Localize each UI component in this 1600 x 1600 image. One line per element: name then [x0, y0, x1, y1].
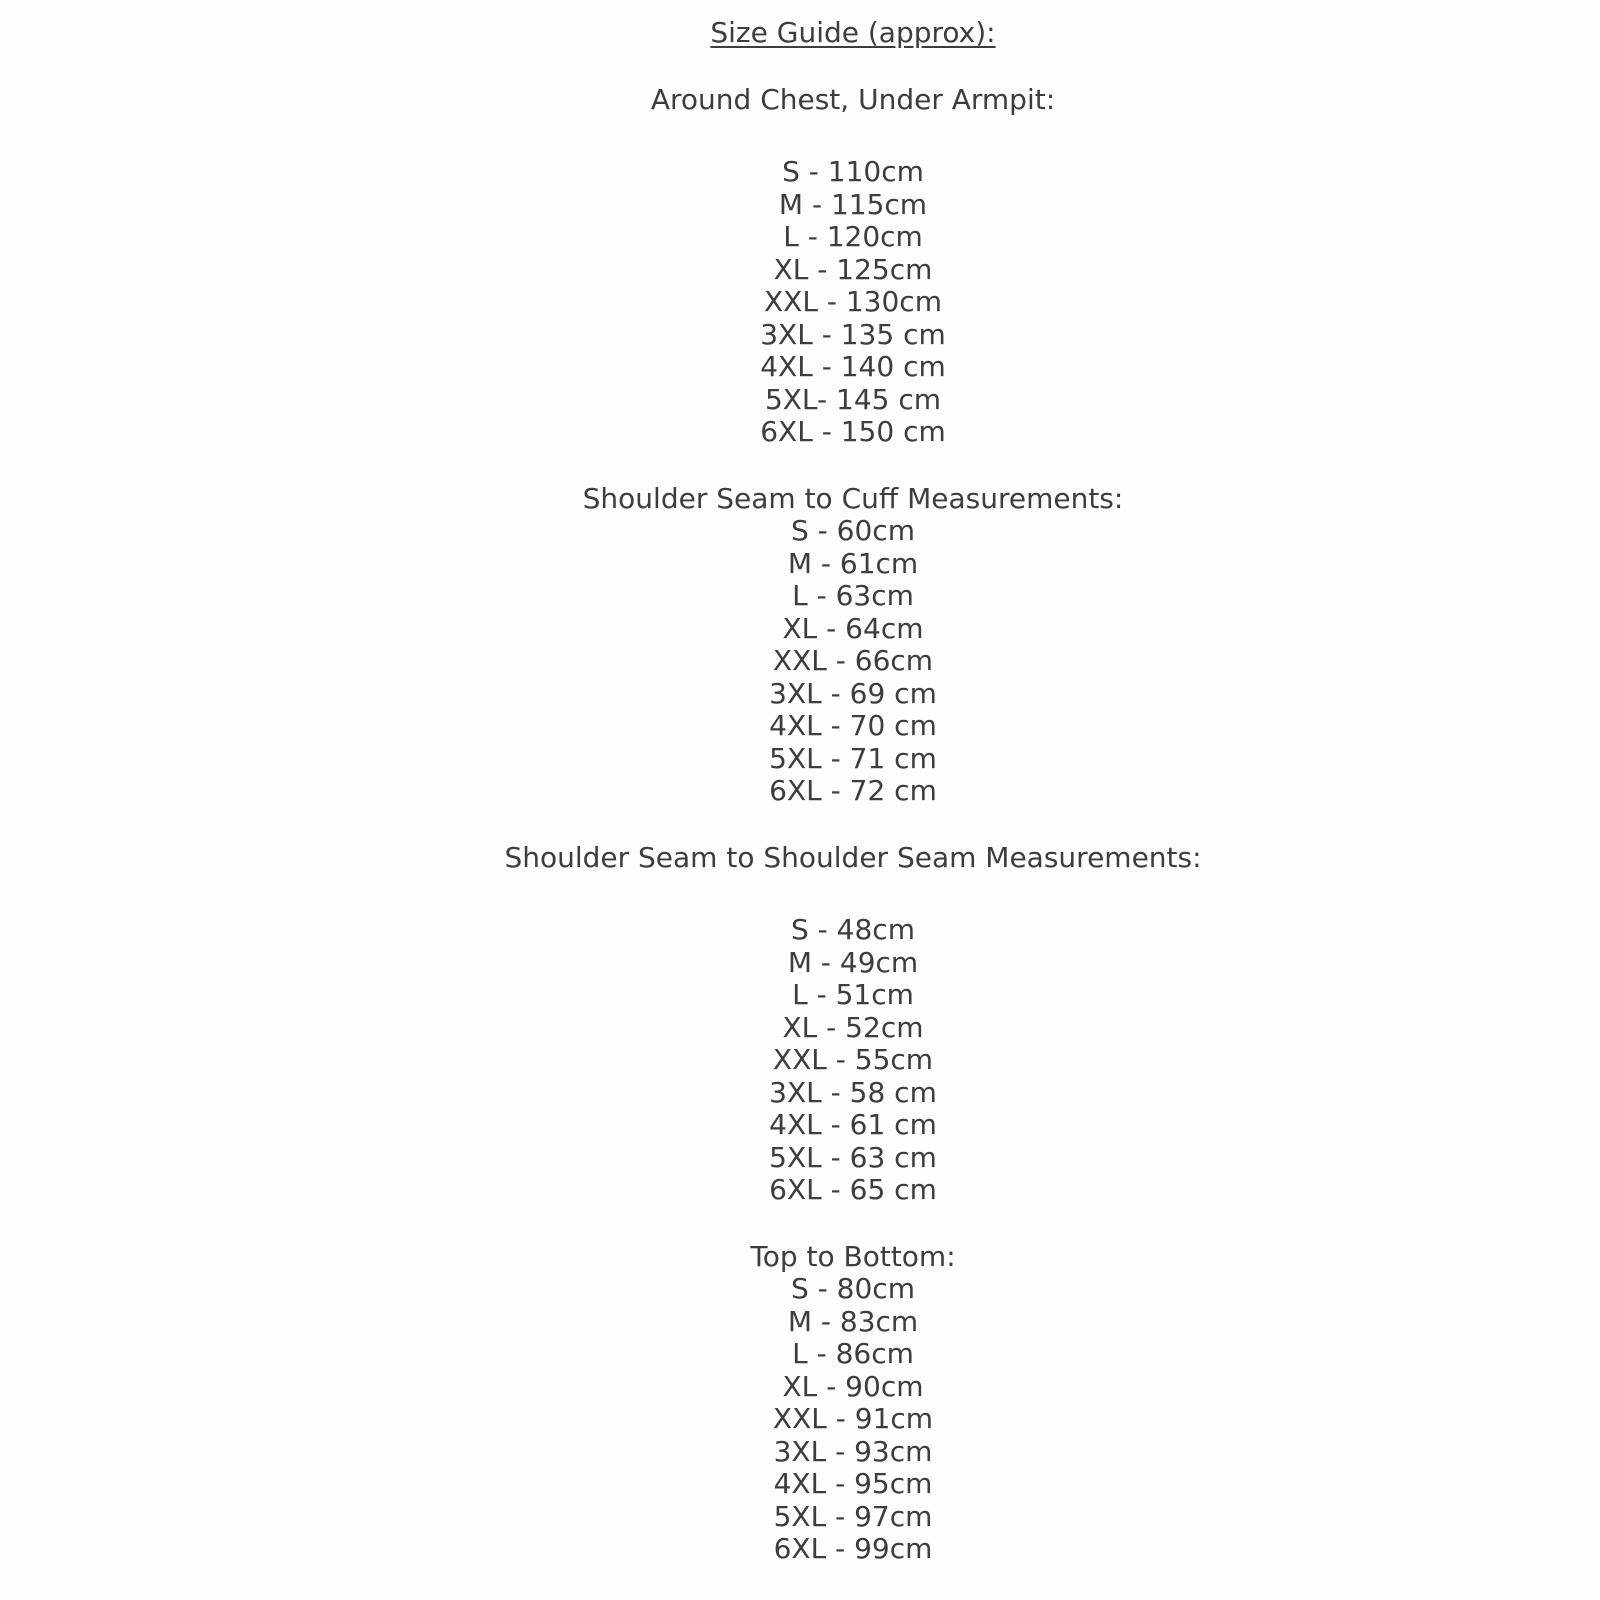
size-line: M - 61cm [787, 546, 919, 580]
size-list [106, 156, 1600, 449]
size-list [106, 515, 1600, 808]
size-line: 6XL - 72 cm [769, 774, 937, 807]
size-line: 6XL - 99cm [773, 1532, 933, 1565]
size-line: 5XL - 63 cm [769, 1140, 937, 1174]
size-sections-container [106, 84, 1600, 1566]
size-line: XL - 52cm [782, 1010, 924, 1044]
size-line: L - 51cm [792, 978, 914, 1011]
size-line: XXL - 91cm [772, 1402, 934, 1435]
size-line: 4XL - 61 cm [769, 1108, 937, 1141]
size-line: S - 48cm [791, 913, 915, 946]
size-line: L - 63cm [792, 579, 914, 612]
size-line: 3XL - 93cm [773, 1434, 933, 1468]
size-line: XXL - 130cm [764, 285, 942, 318]
size-line: M - 83cm [787, 1304, 919, 1338]
size-section [106, 483, 1600, 808]
size-line: XL - 64cm [782, 611, 924, 645]
size-line: XL - 125cm [773, 252, 933, 286]
size-line: XL - 90cm [782, 1369, 924, 1403]
size-line: 4XL - 70 cm [769, 709, 937, 742]
size-line: 3XL - 69 cm [769, 676, 937, 710]
section-heading: Shoulder Seam to Shoulder Seam Measurements: [504, 840, 1202, 874]
size-line: XXL - 55cm [772, 1043, 934, 1076]
size-line: 5XL- 145 cm [764, 382, 942, 416]
size-line: S - 60cm [791, 514, 915, 547]
section-heading: Top to Bottom: [750, 1239, 956, 1273]
size-line: 5XL - 97cm [773, 1499, 933, 1533]
size-line: 4XL - 95cm [773, 1467, 933, 1500]
size-line: L - 86cm [792, 1337, 914, 1370]
section-heading: Shoulder Seam to Cuff Measurements: [582, 481, 1124, 515]
size-line: L - 120cm [783, 220, 923, 253]
size-section [106, 1241, 1600, 1566]
size-section [106, 84, 1600, 449]
section-heading: Around Chest, Under Armpit: [650, 82, 1056, 116]
size-line: 3XL - 58 cm [769, 1075, 937, 1109]
page-title: Size Guide (approx): [710, 16, 996, 49]
size-line: M - 115cm [778, 187, 928, 221]
size-line: 3XL - 135 cm [760, 317, 946, 351]
size-list [106, 1273, 1600, 1566]
size-line: M - 49cm [787, 945, 919, 979]
size-line: S - 80cm [791, 1272, 915, 1305]
size-line: XXL - 66cm [772, 644, 934, 677]
size-line: S - 110cm [782, 155, 924, 188]
size-list [106, 914, 1600, 1207]
size-section [106, 842, 1600, 1207]
size-line: 4XL - 140 cm [760, 350, 946, 383]
size-line: 6XL - 65 cm [769, 1173, 937, 1206]
size-line: 5XL - 71 cm [769, 741, 937, 775]
size-line: 6XL - 150 cm [760, 415, 946, 448]
